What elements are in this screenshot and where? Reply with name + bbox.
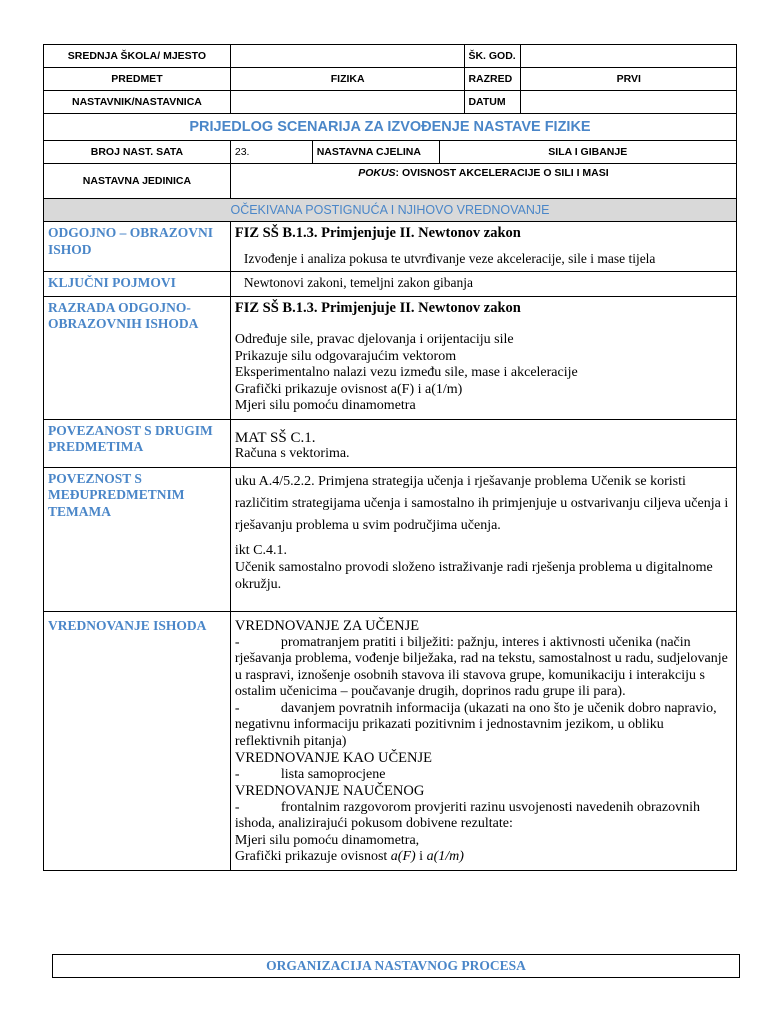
outcome-row xyxy=(44,222,737,272)
other-subjects-content xyxy=(230,419,736,467)
grade-value: PRVI xyxy=(521,68,737,91)
lesson-topic-row xyxy=(44,164,737,199)
lesson-number-row xyxy=(44,141,737,164)
lesson-unit-value: SILA I GIBANJE xyxy=(439,141,736,164)
school-label: SREDNJA ŠKOLA/ MJESTO xyxy=(44,45,231,68)
lesson-unit-label: NASTAVNA CJELINA xyxy=(312,141,439,164)
evaluation-label: VREDNOVANJE ISHODA xyxy=(44,612,231,871)
school-year-value xyxy=(521,45,737,68)
cross-topics-content xyxy=(230,467,736,612)
key-concepts-text: Newtonovi zakoni, temeljni zakon gibanja xyxy=(230,272,736,297)
lesson-number-label: BROJ NAST. SATA xyxy=(44,141,231,164)
subject-label: PREDMET xyxy=(44,68,231,91)
elaboration-content xyxy=(230,296,736,419)
other-subjects-code: MAT SŠ C.1. xyxy=(234,429,316,446)
elaboration-line: Prikazuje silu odgovarajućim vektorom xyxy=(234,348,457,364)
lesson-plan-table xyxy=(43,44,737,871)
organization-title: ORGANIZACIJA NASTAVNOG PROCESA xyxy=(52,954,740,978)
date-label: DATUM xyxy=(465,91,521,114)
page-title: PRIJEDLOG SCENARIJA ZA IZVOĐENJE NASTAVE FIZIKE xyxy=(44,114,737,141)
elaboration-line: Eksperimentalno nalazi vezu između sile, mase i akceleracije xyxy=(234,365,578,380)
lesson-topic-prefix: POKUS xyxy=(358,167,396,179)
lesson-topic-text: : OVISNOST AKCELERACIJE O SILI I MASI xyxy=(395,167,609,179)
elaboration-heading: FIZ SŠ B.1.3. Primjenjuje II. Newtonov zakon xyxy=(234,299,521,316)
evaluation-content xyxy=(230,612,736,871)
evaluation-item: - frontalnim razgovorom provjeriti razinu usvojenosti navedenih obrazovnih ishoda, analizirajući pokusom dobivene rezultate: xyxy=(234,799,700,831)
school-row xyxy=(44,45,737,68)
grade-label: RAZRED xyxy=(465,68,521,91)
lesson-number-value: 23. xyxy=(230,141,312,164)
school-year-label: ŠK. GOD. xyxy=(465,45,521,68)
teacher-row xyxy=(44,91,737,114)
cross-topics-p1: uku A.4/5.2.2. Primjena strategija učenja i rješavanje problema Učenik se koristi različitim strategijama učenja i samostalno ih primjenjuje u ostvarivanju ciljeva učenja i rješavanju problema u svim područjima učenja. xyxy=(234,473,729,533)
date-value xyxy=(521,91,737,114)
evaluation-line-a: Mjeri silu pomoću dinamometra, xyxy=(234,832,420,848)
evaluation-line-b: Grafički prikazuje ovisnost a(F) i a(1/m) xyxy=(234,849,464,864)
evaluation-heading-2: VREDNOVANJE KAO UČENJE xyxy=(234,750,432,766)
title-row xyxy=(44,114,737,141)
other-subjects-text: Računa s vektorima. xyxy=(234,446,350,461)
teacher-label: NASTAVNIK/NASTAVNICA xyxy=(44,91,231,114)
elaboration-line: Mjeri silu pomoću dinamometra xyxy=(234,398,416,413)
evaluation-heading-3: VREDNOVANJE NAUČENOG xyxy=(234,783,425,799)
elaboration-line: Grafički prikazuje ovisnost a(F) i a(1/m) xyxy=(234,381,463,397)
cross-topics-row xyxy=(44,467,737,612)
evaluation-heading-1: VREDNOVANJE ZA UČENJE xyxy=(234,618,420,634)
cross-topics-p2-code: ikt C.4.1. xyxy=(234,542,287,558)
outcome-content xyxy=(230,222,736,272)
evaluation-item: - promatranjem pratiti i bilježiti: pažnju, interes i aktivnosti učenika (način rješavanja problema, vođenje bilježaka, rad na tekstu, samostalnost u radu, sudjelovanje u raspravi, iznošenje osobnih stavova ili stavova grupe, komunikaciju i interakciju s ostalim učenicima – poučavanje drugih, doprinos radu grupe ili para). xyxy=(234,634,728,699)
section-title: OČEKIVANA POSTIGNUĆA I NJIHOVO VREDNOVANJE xyxy=(44,199,737,222)
school-value xyxy=(230,45,465,68)
elaboration-line: Određuje sile, pravac djelovanja i orijentaciju sile xyxy=(234,332,514,347)
section-row xyxy=(44,199,737,222)
outcome-heading: FIZ SŠ B.1.3. Primjenjuje II. Newtonov zakon xyxy=(234,225,521,241)
key-concepts-row xyxy=(44,272,737,297)
outcome-text: Izvođenje i analiza pokusa te utvrđivanje veze akceleracije, sile i mase tijela xyxy=(243,250,656,266)
lesson-topic-label: NASTAVNA JEDINICA xyxy=(44,164,231,199)
elaboration-row xyxy=(44,296,737,419)
lesson-topic-value xyxy=(230,164,736,199)
outcome-label: ODGOJNO – OBRAZOVNI ISHOD xyxy=(44,222,231,272)
teacher-value xyxy=(230,91,465,114)
elaboration-label: RAZRADA ODGOJNO-OBRAZOVNIH ISHODA xyxy=(44,296,231,419)
other-subjects-label: POVEZANOST S DRUGIM PREDMETIMA xyxy=(44,419,231,467)
subject-row xyxy=(44,68,737,91)
other-subjects-row xyxy=(44,419,737,467)
evaluation-row xyxy=(44,612,737,871)
cross-topics-label: POVEZNOST S MEĐUPREDMETNIM TEMAMA xyxy=(44,467,231,612)
evaluation-item: - lista samoprocjene xyxy=(234,766,386,782)
evaluation-item: - davanjem povratnih informacija (ukazati na ono što je učenik dobro napravio, negativnu informaciju prikazati pozitivnim i jednostavnim jezikom, u obliku reflektivnih pitanja) xyxy=(234,700,717,749)
subject-value: FIZIKA xyxy=(230,68,465,91)
cross-topics-p2-text: Učenik samostalno provodi složeno istraživanje radi rješenja problema u digitalnome okružju. xyxy=(234,560,713,592)
key-concepts-label: KLJUČNI POJMOVI xyxy=(44,272,231,297)
